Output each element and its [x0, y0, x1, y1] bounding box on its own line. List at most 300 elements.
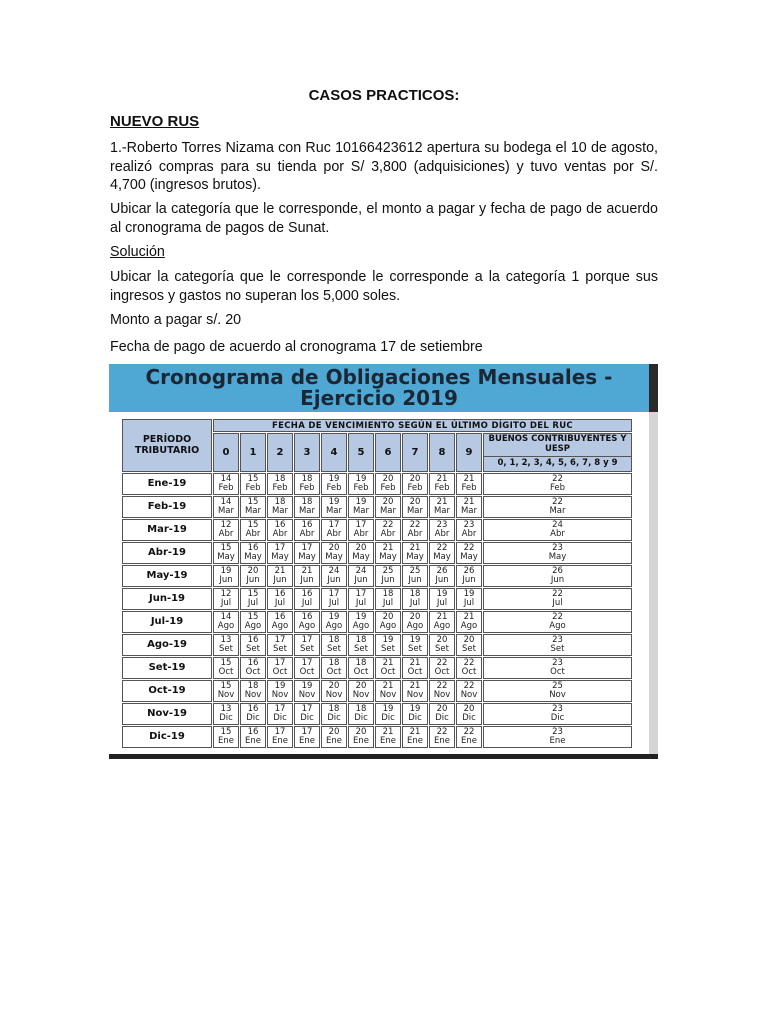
due-day: 19: [220, 565, 232, 576]
due-date-cell: [267, 703, 293, 725]
due-day: 15: [220, 657, 232, 668]
due-day: 18: [355, 634, 367, 645]
due-month: Ene: [353, 735, 369, 746]
good-taxpayers-date-cell: [483, 519, 632, 541]
due-date-cell: [402, 657, 428, 679]
due-date-cell: [294, 634, 320, 656]
due-day: 20: [355, 680, 367, 691]
due-month: Abr: [434, 528, 450, 539]
due-day: 16: [247, 634, 259, 645]
due-date-cell: [375, 565, 401, 587]
due-day: 19: [301, 680, 313, 691]
due-month: Jun: [300, 574, 314, 585]
due-month: Nov: [549, 689, 566, 700]
due-date-cell: [402, 611, 428, 633]
due-date-cell: [429, 473, 455, 495]
due-day: 15: [247, 496, 259, 507]
due-day: 21: [463, 611, 475, 622]
due-date-cell: [267, 726, 293, 748]
due-day: 18: [274, 473, 286, 484]
due-month: Nov: [325, 689, 343, 700]
due-month: Oct: [245, 666, 261, 677]
due-month: Ago: [298, 620, 316, 631]
due-day: 18: [274, 496, 286, 507]
due-date-cell: [321, 496, 347, 518]
due-date-cell: [294, 703, 320, 725]
due-month: Oct: [272, 666, 288, 677]
due-day: 23: [552, 634, 563, 645]
due-day: 20: [463, 634, 475, 645]
due-month: Jun: [246, 574, 260, 585]
table-row: [122, 496, 632, 518]
due-month: Abr: [272, 528, 288, 539]
due-day: 21: [436, 473, 448, 484]
due-month: Ene: [549, 735, 566, 746]
due-day: 22: [552, 611, 563, 622]
due-month: Dic: [273, 712, 287, 723]
due-date-cell: [375, 588, 401, 610]
due-month: Mar: [433, 505, 451, 516]
digit-header-1: 1: [240, 433, 266, 472]
good-taxpayers-date-cell: [483, 588, 632, 610]
due-month: Dic: [327, 712, 341, 723]
due-month: Abr: [353, 528, 369, 539]
due-month: Jul: [247, 597, 259, 608]
due-day: 19: [355, 473, 367, 484]
due-day: 17: [328, 588, 340, 599]
due-date-cell: [375, 657, 401, 679]
due-date-cell: [348, 496, 374, 518]
due-day: 17: [301, 657, 313, 668]
due-date-cell: [213, 588, 239, 610]
due-date-cell: [267, 611, 293, 633]
due-date-cell: [429, 588, 455, 610]
due-day: 17: [301, 542, 313, 553]
due-date-cell: [267, 519, 293, 541]
due-date-cell: [294, 519, 320, 541]
due-date-cell: [402, 703, 428, 725]
schedule-title-line-1: Cronograma de Obligaciones Mensuales -: [145, 365, 613, 389]
due-day: 24: [328, 565, 340, 576]
due-day: 19: [436, 588, 448, 599]
due-day: 17: [301, 703, 313, 714]
due-day: 18: [328, 657, 340, 668]
due-month: Jun: [327, 574, 341, 585]
due-date-cell: [240, 657, 266, 679]
due-month: Ago: [433, 620, 451, 631]
due-date-cell: [348, 726, 374, 748]
due-date-cell: [429, 565, 455, 587]
due-month: Dic: [550, 712, 565, 723]
due-day: 18: [301, 496, 313, 507]
due-day: 22: [436, 657, 448, 668]
due-day: 18: [382, 588, 394, 599]
due-month: Abr: [550, 528, 565, 539]
due-day: 16: [247, 542, 259, 553]
due-date-cell: [348, 473, 374, 495]
section-heading: NUEVO RUS: [110, 113, 200, 130]
due-date-cell: [402, 542, 428, 564]
due-month: Jul: [220, 597, 232, 608]
due-month: Jul: [382, 597, 394, 608]
due-day: 22: [463, 542, 475, 553]
due-day: 19: [274, 680, 286, 691]
due-day: 17: [301, 726, 313, 737]
due-month: May: [325, 551, 343, 562]
due-month: Ene: [434, 735, 450, 746]
due-day: 14: [220, 611, 232, 622]
due-month: Oct: [550, 666, 565, 677]
due-month: Jun: [273, 574, 287, 585]
table-row: [122, 703, 632, 725]
due-day: 19: [328, 473, 340, 484]
due-month: May: [548, 551, 567, 562]
due-date-cell: [267, 680, 293, 702]
due-month: Ene: [218, 735, 234, 746]
due-month: Nov: [298, 689, 316, 700]
due-month: Dic: [408, 712, 422, 723]
due-day: 18: [355, 703, 367, 714]
good-taxpayers-date-cell: [483, 496, 632, 518]
period-cell: Ago-19: [122, 634, 212, 656]
due-day: 22: [382, 519, 394, 530]
due-date-cell: [375, 634, 401, 656]
amount-answer: Monto a pagar s/. 20: [110, 312, 242, 328]
due-month: Ene: [272, 735, 288, 746]
good-taxpayers-date-cell: [483, 473, 632, 495]
table-row: [122, 542, 632, 564]
due-date-cell: [429, 611, 455, 633]
due-month: Mar: [406, 505, 424, 516]
due-day: 17: [274, 634, 286, 645]
period-cell: Feb-19: [122, 496, 212, 518]
due-month: Mar: [460, 505, 478, 516]
due-month: Abr: [218, 528, 234, 539]
due-date-cell: [429, 703, 455, 725]
due-date-cell: [213, 703, 239, 725]
due-month: Feb: [353, 482, 369, 493]
due-month: Ene: [380, 735, 396, 746]
due-day: 20: [328, 680, 340, 691]
due-month: Jul: [552, 597, 563, 608]
due-date-cell: [321, 634, 347, 656]
solution-heading: Solución: [110, 244, 165, 260]
due-date-cell: [213, 634, 239, 656]
due-day: 16: [301, 519, 313, 530]
due-date-cell: [240, 611, 266, 633]
good-taxpayers-date-cell: [483, 726, 632, 748]
due-date-cell: [213, 473, 239, 495]
due-day: 20: [382, 496, 394, 507]
header-row-1: [122, 419, 632, 432]
due-day: 23: [436, 519, 448, 530]
due-month: Feb: [407, 482, 423, 493]
due-day: 21: [409, 542, 421, 553]
schedule-table: [121, 418, 633, 749]
due-month: Dic: [354, 712, 368, 723]
due-day: 14: [220, 473, 232, 484]
due-month: Jul: [274, 597, 286, 608]
due-day: 23: [463, 519, 475, 530]
due-date-cell: [240, 542, 266, 564]
due-month: Feb: [326, 482, 342, 493]
due-month: Abr: [407, 528, 423, 539]
due-date-cell: [213, 542, 239, 564]
due-date-cell: [267, 588, 293, 610]
due-day: 21: [409, 726, 421, 737]
due-month: Dic: [462, 712, 476, 723]
due-month: Dic: [219, 712, 233, 723]
due-month: Ago: [406, 620, 424, 631]
due-date-cell: [294, 473, 320, 495]
due-month: Set: [300, 643, 314, 654]
due-day: 16: [274, 611, 286, 622]
due-month: Ago: [460, 620, 478, 631]
due-day: 22: [463, 657, 475, 668]
due-day: 20: [409, 611, 421, 622]
due-month: Oct: [299, 666, 315, 677]
due-date-cell: [240, 565, 266, 587]
banner-edge: [649, 364, 658, 412]
due-day: 21: [463, 496, 475, 507]
due-month: Jun: [550, 574, 565, 585]
due-date-cell: [213, 611, 239, 633]
due-month: Ene: [299, 735, 315, 746]
due-day: 19: [355, 496, 367, 507]
due-day: 20: [328, 726, 340, 737]
due-day: 22: [552, 496, 563, 507]
due-month: Oct: [407, 666, 423, 677]
due-day: 12: [220, 519, 232, 530]
due-month: Dic: [435, 712, 449, 723]
due-month: Jul: [328, 597, 340, 608]
due-month: Dic: [300, 712, 314, 723]
due-month: Dic: [381, 712, 395, 723]
due-day: 19: [382, 634, 394, 645]
due-day: 16: [301, 611, 313, 622]
table-row: [122, 634, 632, 656]
due-date-cell: [348, 680, 374, 702]
due-day: 20: [382, 611, 394, 622]
due-month: Feb: [218, 482, 234, 493]
due-day: 19: [328, 611, 340, 622]
good-taxpayers-date-cell: [483, 542, 632, 564]
due-day: 22: [552, 473, 563, 484]
due-day: 20: [355, 726, 367, 737]
due-date-cell: [375, 473, 401, 495]
due-date-cell: [348, 519, 374, 541]
due-month: Feb: [272, 482, 288, 493]
due-day: 12: [220, 588, 232, 599]
due-month: Abr: [461, 528, 477, 539]
due-month: Oct: [353, 666, 369, 677]
due-month: Set: [354, 643, 368, 654]
due-day: 20: [247, 565, 259, 576]
due-date-cell: [375, 542, 401, 564]
due-month: Set: [381, 643, 395, 654]
due-date-cell: [213, 565, 239, 587]
due-date-cell: [402, 565, 428, 587]
due-date-cell: [321, 726, 347, 748]
due-month: May: [271, 551, 289, 562]
table-row: [122, 588, 632, 610]
due-day: 25: [552, 680, 563, 691]
due-date-cell: [294, 726, 320, 748]
due-date-cell: [429, 519, 455, 541]
due-date-cell: [375, 703, 401, 725]
due-date-cell: [267, 473, 293, 495]
digit-header-6: 6: [375, 433, 401, 472]
good-taxpayers-date-cell: [483, 634, 632, 656]
due-date-cell: [240, 519, 266, 541]
due-month: Nov: [460, 689, 478, 700]
page-title: CASOS PRACTICOS:: [308, 87, 460, 104]
due-day: 17: [274, 657, 286, 668]
table-row: [122, 680, 632, 702]
due-date-cell: [402, 473, 428, 495]
due-date-cell: [402, 680, 428, 702]
due-date-cell: [267, 634, 293, 656]
digit-header-0: 0: [213, 433, 239, 472]
due-day: 21: [382, 680, 394, 691]
due-day: 22: [463, 680, 475, 691]
due-day: 19: [409, 703, 421, 714]
due-day: 17: [274, 703, 286, 714]
due-month: Ago: [271, 620, 289, 631]
due-day: 22: [552, 588, 563, 599]
due-month: Jun: [408, 574, 422, 585]
due-date-cell: [348, 703, 374, 725]
due-date-cell: [402, 519, 428, 541]
due-month: Mar: [352, 505, 370, 516]
due-date-cell: [348, 565, 374, 587]
schedule-banner: [109, 364, 658, 412]
due-month: Oct: [326, 666, 342, 677]
due-date-cell: [402, 634, 428, 656]
due-day: 21: [409, 657, 421, 668]
due-month: Set: [408, 643, 422, 654]
due-date-header: FECHA DE VENCIMIENTO SEGÚN EL ÚLTIMO DÍGITO DEL RUC: [213, 419, 632, 432]
due-month: May: [298, 551, 316, 562]
due-day: 18: [247, 680, 259, 691]
good-taxpayers-date-cell: [483, 703, 632, 725]
digit-header-2: 2: [267, 433, 293, 472]
due-date-cell: [456, 611, 482, 633]
due-day: 22: [436, 726, 448, 737]
due-month: Ago: [352, 620, 370, 631]
due-day: 17: [355, 588, 367, 599]
case-statement: 1.-Roberto Torres Nizama con Ruc 10166423612 apertura su bodega el 10 de agosto, realizó compras para su tienda por S/ 3,800 (adquisiciones) y tuvo ventas por S/. 4,700 (ingresos brutos).: [110, 140, 658, 193]
due-date-cell: [321, 611, 347, 633]
period-cell: May-19: [122, 565, 212, 587]
due-month: Ago: [325, 620, 343, 631]
due-month: Set: [273, 643, 287, 654]
due-day: 21: [436, 611, 448, 622]
due-day: 15: [220, 542, 232, 553]
due-month: Ago: [549, 620, 566, 631]
due-date-cell: [294, 611, 320, 633]
due-month: May: [352, 551, 370, 562]
due-month: May: [244, 551, 262, 562]
due-day: 26: [552, 565, 563, 576]
due-month: Mar: [379, 505, 397, 516]
due-day: 17: [328, 519, 340, 530]
due-month: Jul: [409, 597, 421, 608]
due-day: 21: [382, 726, 394, 737]
due-date-cell: [321, 588, 347, 610]
due-day: 17: [301, 634, 313, 645]
digit-header-8: 8: [429, 433, 455, 472]
due-date-cell: [321, 657, 347, 679]
table-row: [122, 519, 632, 541]
due-month: May: [217, 551, 235, 562]
due-month: Feb: [461, 482, 477, 493]
digit-header-3: 3: [294, 433, 320, 472]
due-month: Nov: [244, 689, 262, 700]
due-date-cell: [240, 496, 266, 518]
table-row: [122, 565, 632, 587]
due-day: 21: [274, 565, 286, 576]
due-month: Set: [462, 643, 476, 654]
due-day: 16: [247, 657, 259, 668]
due-date-cell: [456, 519, 482, 541]
due-month: Oct: [380, 666, 396, 677]
due-month: Nov: [406, 689, 424, 700]
due-date-cell: [213, 496, 239, 518]
due-date-cell: [429, 634, 455, 656]
due-date-cell: [294, 542, 320, 564]
due-day: 15: [247, 519, 259, 530]
due-month: Jul: [355, 597, 367, 608]
due-month: Jun: [354, 574, 368, 585]
due-month: Feb: [299, 482, 315, 493]
due-date-cell: [375, 519, 401, 541]
due-date-cell: [267, 657, 293, 679]
due-day: 18: [355, 657, 367, 668]
due-date-cell: [240, 588, 266, 610]
due-month: Feb: [434, 482, 450, 493]
period-header: PERÍODO TRIBUTARIO: [122, 419, 212, 472]
due-day: 22: [463, 726, 475, 737]
due-day: 14: [220, 496, 232, 507]
due-date-cell: [321, 703, 347, 725]
due-date-cell: [240, 634, 266, 656]
due-month: May: [379, 551, 397, 562]
due-date-cell: [348, 588, 374, 610]
due-month: Oct: [461, 666, 477, 677]
due-date-cell: [348, 634, 374, 656]
good-taxpayers-label: BUENOS CONTRIBUYENTES Y UESP: [488, 434, 627, 454]
due-month: Dic: [246, 712, 260, 723]
due-day: 18: [328, 634, 340, 645]
due-month: Mar: [217, 505, 235, 516]
due-month: Jun: [435, 574, 449, 585]
due-day: 20: [463, 703, 475, 714]
schedule-title: [109, 367, 649, 409]
due-month: Jun: [381, 574, 395, 585]
due-date-cell: [456, 542, 482, 564]
due-month: Ago: [217, 620, 235, 631]
due-day: 22: [436, 542, 448, 553]
due-date-cell: [321, 542, 347, 564]
figure-bottom-border: [109, 754, 658, 759]
good-taxpayers-digits: 0, 1, 2, 3, 4, 5, 6, 7, 8 y 9: [484, 456, 631, 471]
due-day: 22: [409, 519, 421, 530]
due-day: 19: [409, 634, 421, 645]
due-date-cell: [321, 565, 347, 587]
due-date-cell: [456, 680, 482, 702]
due-date-cell: [213, 726, 239, 748]
